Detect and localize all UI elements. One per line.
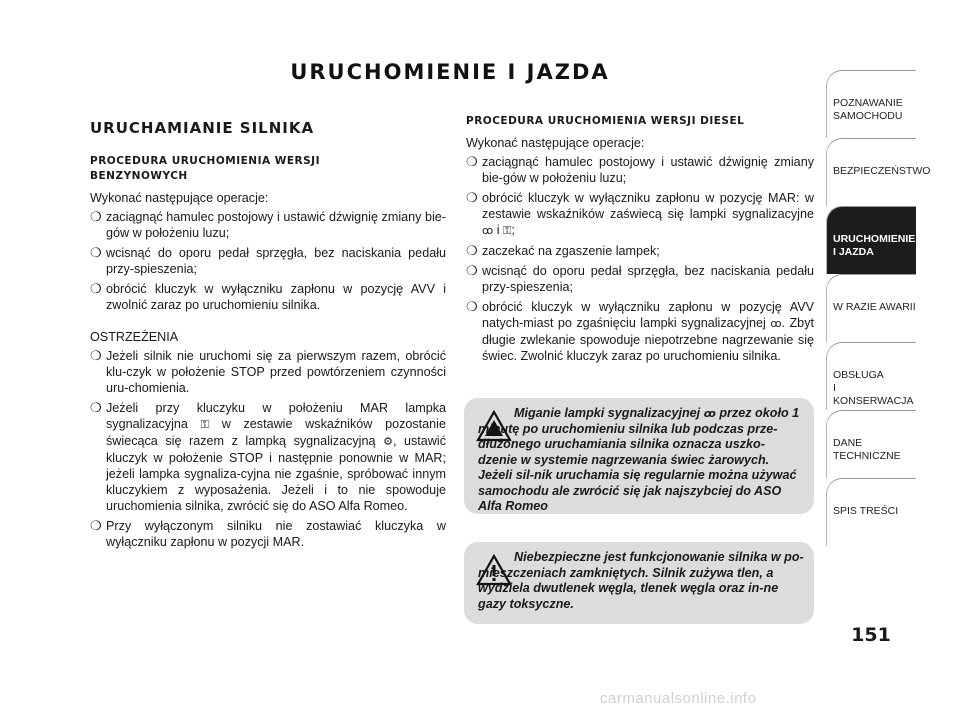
- list-item: ❍ wcisnąć do oporu pedał sprzęgła, bez naciskania pedału przy-spieszenia;: [90, 245, 446, 276]
- bullet-icon: ❍: [90, 400, 102, 415]
- tab-obsluga[interactable]: OBSŁUGA I KONSERWACJA: [826, 342, 916, 410]
- tab-poznawanie[interactable]: POZNAWANIE SAMOCHODU: [826, 70, 916, 138]
- watermark: carmanualsonline.info: [600, 690, 757, 707]
- list-item: ❍ zaciągnąć hamulec postojowy i ustawić dźwignię zmiany bie-gów w położeniu luzu;: [90, 209, 446, 240]
- tab-dane-techniczne[interactable]: DANE TECHNICZNE: [826, 410, 916, 478]
- list-item: ❍ zaczekać na zgaszenie lampek;: [466, 243, 660, 258]
- tab-uruchomienie[interactable]: URUCHOMIENIE I JAZDA: [826, 206, 916, 274]
- left-column: [90, 114, 446, 554]
- engine-icon: ⚙: [383, 435, 393, 448]
- bullet-icon: ❍: [466, 154, 478, 169]
- immobilizer-icon: ⚿: [503, 224, 512, 237]
- list-item: ❍ obrócić kluczyk w wyłączniku zapłonu w pozycję AVV natych-miast po zgaśnięciu lampki sygnalizacyjnej ꝏ. Zbyt długie zwlekanie spowoduje niepotrzebne nagrzewanie się świec. Zwolnić kluczyk zaraz po uruchomieniu silnika.: [466, 299, 814, 363]
- subheading-diesel: PROCEDURA URUCHOMIENIA WERSJI DIESEL: [466, 115, 745, 127]
- bullet-icon: ❍: [90, 209, 102, 224]
- right-column: [466, 114, 814, 368]
- list-item: ❍ Jeżeli przy kluczyku w położeniu MAR lampka sygnalizacyjna ⚿ w zestawie wskaźników pozostanie świecąca się razem z lampką sygnalizacyjną ⚙, ustawić kluczyk w położenie STOP i następnie ponownie w MAR; jeżeli lampka sygnaliza-cyjna nie zgaśnie, spróbować innym kluczykiem z wyposażenia. Jeżeli i to nie spowoduje uruchomienia silnika, zwrócić się do ASO Alfa Romeo.: [90, 400, 446, 513]
- subheading-line: PROCEDURA URUCHOMIENIA WERSJI: [90, 155, 320, 167]
- intro-text: Wykonać następujące operacje:: [466, 136, 645, 150]
- warning-text: Miganie lampki sygnalizacyjnej ꝏ przez około 1 minutę po uruchomieniu silnika lub podczas prze-dłużonego uruchamiania silnika oznacza uszko-dzenie w systemie nagrzewania świec żarowych. Jeżeli sil-nik uruchamia się regularnie można używać samochodu ale zwrócić się jak najszybciej do ASO Alfa Romeo: [478, 406, 800, 513]
- list-item: ❍ wcisnąć do oporu pedał sprzęgła, bez naciskania pedału przy-spieszenia;: [466, 263, 814, 294]
- page-number: 151: [851, 624, 891, 646]
- immobilizer-icon: ⚿: [200, 418, 209, 431]
- list-item: ❍ Przy wyłączonym silniku nie zostawiać kluczyka w wyłączniku zapłonu w pozycji MAR.: [90, 518, 446, 549]
- list-item: ❍ Jeżeli silnik nie uruchomi się za pierwszym razem, obrócić klu-czyk w położenie STOP przed powtórzeniem czynności uru-chomienia.: [90, 348, 446, 395]
- bullet-icon: ❍: [90, 518, 102, 533]
- list-item: ❍ obrócić kluczyk w wyłączniku zapłonu w pozycję MAR: w zestawie wskaźników zaświecą się lampki sygnalizacyjne ꝏ i ⚿;: [466, 190, 814, 237]
- warning-text: Niebezpieczne jest funkcjonowanie silnika w po-mieszczeniach zamkniętych. Silnik zużywa tlen, a wydziela dwutlenek węgla, tlenek węgla oraz in-ne gazy toksyczne.: [478, 550, 804, 611]
- list-item: ❍ obrócić kluczyk w wyłączniku zapłonu w pozycję AVV i zwolnić zaraz po uruchomieniu silnika.: [90, 281, 446, 312]
- intro-text: Wykonać następujące operacje:: [90, 191, 269, 205]
- tab-spis-tresci[interactable]: SPIS TREŚCI: [826, 478, 916, 546]
- tab-w-razie-awarii[interactable]: W RAZIE AWARII: [826, 274, 916, 342]
- page-title: URUCHOMIENIE I JAZDA: [290, 60, 610, 84]
- subheading-petrol: [90, 154, 446, 184]
- bullet-icon: ❍: [90, 348, 102, 363]
- warning-box-exhaust: [464, 542, 814, 624]
- chapter-tabs: [826, 70, 931, 546]
- tab-bezpieczenstwo[interactable]: BEZPIECZEŃSTWO: [826, 138, 916, 206]
- list-item: ❍ zaciągnąć hamulec postojowy i ustawić dźwignię zmiany bie-gów w położeniu luzu;: [466, 154, 814, 185]
- glow-plug-icon: ꝏ: [482, 224, 494, 237]
- bullet-icon: ❍: [90, 281, 102, 296]
- bullet-icon: ❍: [466, 263, 478, 278]
- bullet-icon: ❍: [90, 245, 102, 260]
- bullet-icon: ❍: [466, 299, 478, 314]
- glow-plug-icon: ꝏ: [703, 407, 716, 420]
- warning-box-glow-plug: [464, 398, 814, 514]
- section-heading: URUCHAMIANIE SILNIKA: [90, 119, 315, 137]
- glow-plug-icon: ꝏ: [770, 317, 782, 330]
- warnings-label: OSTRZEŻENIA: [90, 330, 179, 344]
- subheading-line: BENZYNOWYCH: [90, 170, 188, 182]
- bullet-icon: ❍: [466, 243, 478, 258]
- bullet-icon: ❍: [466, 190, 478, 205]
